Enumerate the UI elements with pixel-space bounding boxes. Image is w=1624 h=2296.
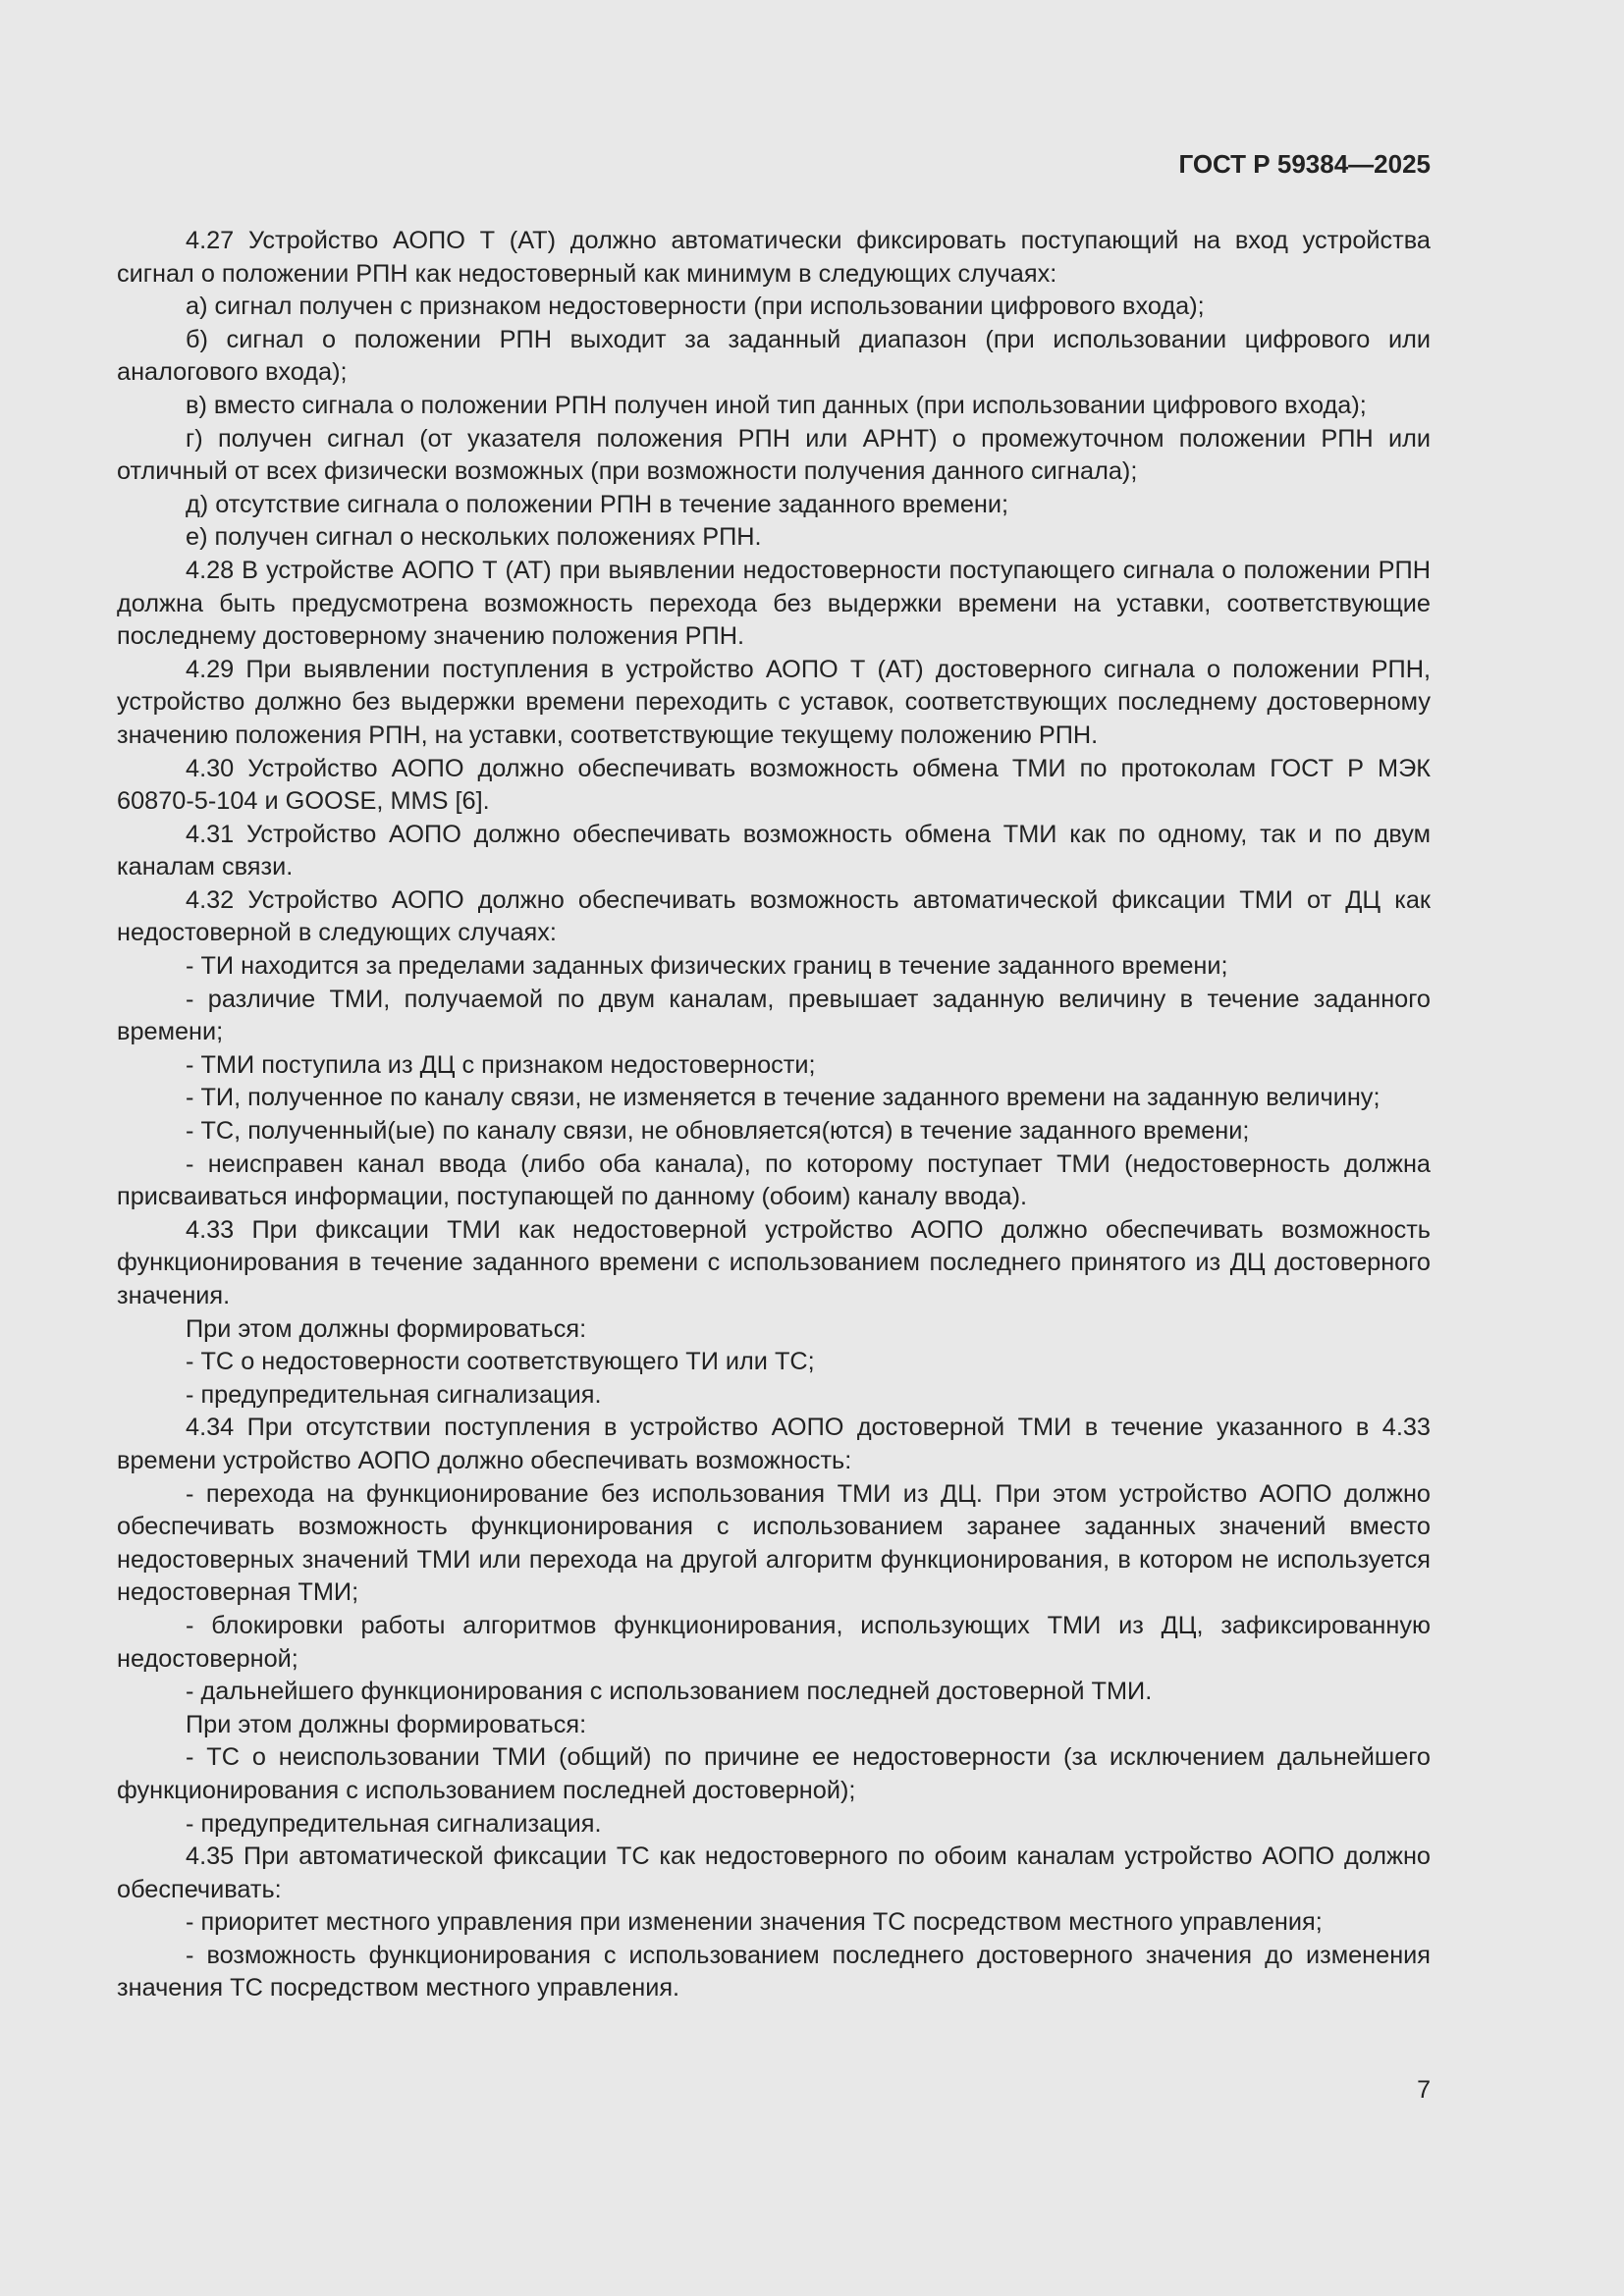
list-item: - ТИ находится за пределами заданных физических границ в течение заданного времени; <box>186 952 1228 981</box>
list-item-d: д) отсутствие сигнала о положении РПН в течение заданного времени; <box>186 490 1009 518</box>
page-number: 7 <box>1417 2076 1431 2104</box>
document-code: ГОСТ Р 59384—2025 <box>1178 149 1431 179</box>
paragraph-text: При этом должны формироваться: <box>186 1710 587 1738</box>
list-item: - ТМИ поступила из ДЦ с признаком недостоверности; <box>186 1050 816 1079</box>
paragraph-4-30: 4.30 Устройство АОПО должно обеспечивать возможность обмена ТМИ по протоколам ГОСТ Р МЭК 60870-5-104 и GOOSE, MMS [6]. <box>117 754 1431 816</box>
list-item-a: а) сигнал получен с признаком недостоверности (при использовании цифрового входа); <box>186 293 1205 321</box>
list-item-b: б) сигнал о положении РПН выходит за заданный диапазон (при использовании цифрового или аналогового входа); <box>117 325 1431 387</box>
list-item-e: е) получен сигнал о нескольких положениях РПН. <box>186 523 762 552</box>
paragraph-4-33: 4.33 При фиксации ТМИ как недостоверной устройство АОПО должно обеспечивать возможность функционирования в течение заданного времени с использованием последнего принятого из ДЦ достоверного значения. <box>117 1215 1431 1309</box>
list-item: - неисправен канал ввода (либо оба канала), по которому поступает ТМИ (недостоверность должна присваиваться информации, поступающей по данному (обоим) каналу ввода). <box>117 1149 1431 1211</box>
list-item: - ТИ, полученное по каналу связи, не изменяется в течение заданного времени на заданную величину; <box>186 1084 1380 1112</box>
paragraph-4-29: 4.29 При выявлении поступления в устройство АОПО Т (АТ) достоверного сигнала о положении РПН, устройство должно без выдержки времени переходить с уставок, соответствующих последнему достоверному значению положения РПН, на уставки, соответствующие текущему положению РПН. <box>117 655 1431 749</box>
list-item: - возможность функционирования с использованием последнего достоверного значения до изменения значения ТС посредством местного управления. <box>117 1941 1431 2002</box>
list-item: - перехода на функционирование без использования ТМИ из ДЦ. При этом устройство АОПО должно обеспечивать возможность функционирования с использованием заранее заданных значений вместо недостоверных значений ТМИ или перехода на другой алгоритм функционирования, в котором не используется недостоверная ТМИ; <box>117 1479 1431 1607</box>
list-item: - ТС о неиспользовании ТМИ (общий) по причине ее недостоверности (за исключением дальнейшего функционирования с использованием последней достоверной); <box>117 1743 1431 1804</box>
paragraph-4-28: 4.28 В устройстве АОПО Т (АТ) при выявлении недостоверности поступающего сигнала о положении РПН должна быть предусмотрена возможность перехода без выдержки времени на уставки, соответствующие последнему достоверному значению положения РПН. <box>117 556 1431 651</box>
list-item: - ТС о недостоверности соответствующего ТИ или ТС; <box>186 1348 815 1376</box>
paragraph-4-31: 4.31 Устройство АОПО должно обеспечивать возможность обмена ТМИ как по одному, так и по двум каналам связи. <box>117 820 1431 881</box>
list-item: - приоритет местного управления при изменении значения ТС посредством местного управления; <box>186 1908 1323 1937</box>
paragraph-4-34: 4.34 При отсутствии поступления в устройство АОПО достоверной ТМИ в течение указанного в 4.33 времени устройство АОПО должно обеспечивать возможность: <box>117 1414 1431 1474</box>
list-item: - предупредительная сигнализация. <box>186 1380 602 1409</box>
paragraph-4-35: 4.35 При автоматической фиксации ТС как недостоверного по обоим каналам устройство АОПО должно обеспечивать: <box>117 1842 1431 1903</box>
paragraph-4-32: 4.32 Устройство АОПО должно обеспечивать возможность автоматической фиксации ТМИ от ДЦ как недостоверной в следующих случаях: <box>117 885 1431 947</box>
list-item: - различие ТМИ, получаемой по двум каналам, превышает заданную величину в течение заданного времени; <box>117 985 1431 1046</box>
list-item: - дальнейшего функционирования с использованием последней достоверной ТМИ. <box>186 1678 1153 1706</box>
list-item: - ТС, полученный(ые) по каналу связи, не обновляется(ются) в течение заданного времени; <box>186 1117 1250 1146</box>
document-body <box>117 225 1431 2005</box>
paragraph-4-27: 4.27 Устройство АОПО Т (АТ) должно автоматически фиксировать поступающий на вход устройства сигнал о положении РПН как недостоверный как минимум в следующих случаях: <box>117 227 1431 288</box>
list-item-v: в) вместо сигнала о положении РПН получен иной тип данных (при использовании цифрового входа); <box>186 391 1367 419</box>
list-item-g: г) получен сигнал (от указателя положения РПН или АРНТ) о промежуточном положении РПН или отличный от всех физически возможных (при возможности получения данного сигнала); <box>117 424 1431 486</box>
paragraph-text: При этом должны формироваться: <box>186 1314 587 1343</box>
list-item: - блокировки работы алгоритмов функционирования, использующих ТМИ из ДЦ, зафиксированную недостоверной; <box>117 1611 1431 1673</box>
list-item: - предупредительная сигнализация. <box>186 1809 602 1838</box>
